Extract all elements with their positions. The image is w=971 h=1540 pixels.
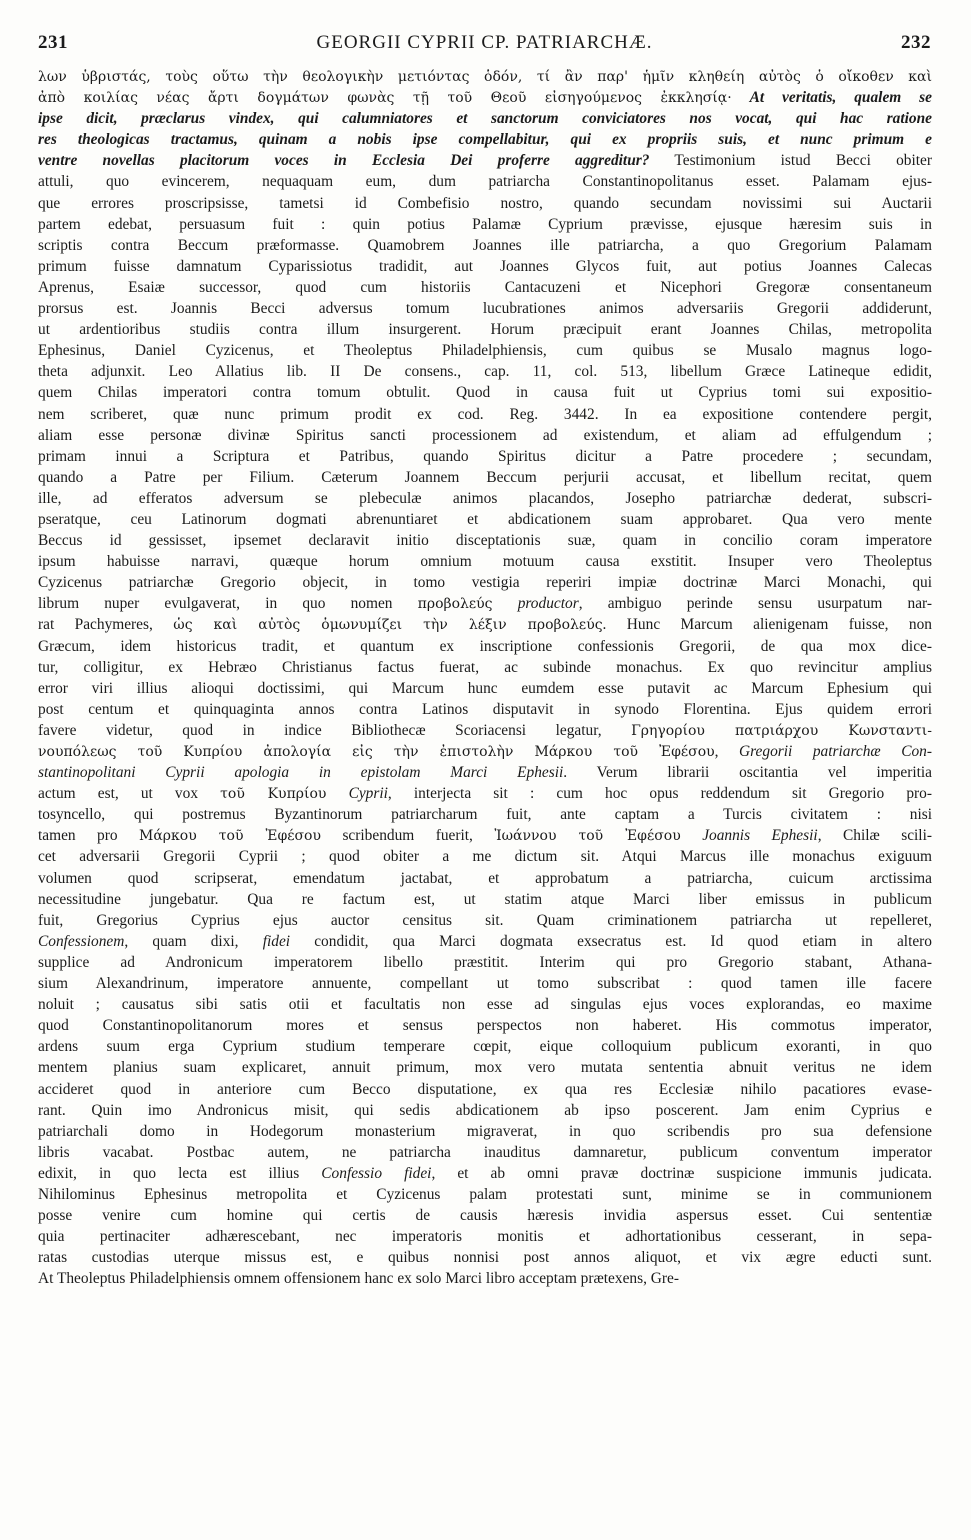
text-line bbox=[38, 446, 932, 467]
italic-text: At veritatis, qualem se bbox=[749, 89, 932, 107]
text-line bbox=[38, 66, 932, 87]
text-run: error viri illius alioqui doctissimi, qui Marcum hunc eumdem esse putavit ac Marcum Ephesium qui bbox=[38, 679, 932, 697]
text-line bbox=[38, 994, 932, 1015]
running-title: GEORGII CYPRII CP. PATRIARCHÆ. bbox=[316, 32, 653, 53]
text-run: post centum et quinquaginta annos contra Latinos disputavit in synodo Florentina. Ejus quidem errori bbox=[38, 700, 932, 718]
text-run: mentem planius suam explicaret, annuit primum, mox vero mutata sententia abnuit veritus ne idem bbox=[38, 1059, 932, 1077]
text-run: . Hunc Marcum alienigenam fuisse, non bbox=[602, 616, 932, 634]
text-line bbox=[38, 1226, 932, 1247]
text-run: supplice ad Andronicum imperatorem libello præstitit. Interim qui pro Gregorio stabant, Athana- bbox=[38, 953, 932, 971]
text-run: , et ab omni pravæ doctrinæ suspicione immunis judicata. bbox=[431, 1164, 932, 1182]
text-line bbox=[38, 678, 932, 699]
text-run: primum fuisse damnatum Cyparissiotus tradidit, aut Joannes Glycos fuit, aut potius Joannes Calecas bbox=[38, 257, 932, 275]
greek-text: ἀπὸ κοιλίας νέας ἄρτι δογμάτων φωνὰς τῇ τοῦ Θεοῦ εἰσηγούμενος ἐκκλησίᾳ· bbox=[38, 90, 732, 107]
text-run: condidit, qua Marci dogmata exsecratus est. Id quod etiam in altero bbox=[290, 932, 932, 950]
text-run: volumen quod scripserat, emendatum jactabat, et approbatum a patriarcha, cuicum arctissima bbox=[38, 869, 932, 887]
text-line bbox=[38, 1268, 932, 1289]
text-line bbox=[38, 150, 932, 171]
text-line bbox=[38, 171, 932, 192]
text-line bbox=[38, 1184, 932, 1205]
text-line bbox=[38, 277, 932, 298]
text-run: Nihilominus Ephesinus metropolita et Cyzicenus palam protestati sunt, minime se in communionem bbox=[38, 1185, 932, 1203]
text-run: pseratque, ceu Latinorum dogmati abrenuntiaret et abdicationem suam approbaret. Qua vero mente bbox=[38, 510, 932, 528]
text-run: ut ardentioribus studiis contra illum insurgerent. Horum præcipuit erant Joannes Chilas, metropolita bbox=[38, 321, 932, 339]
text-run: aliam esse personæ divinæ Spiritus sancti processionem ad existendum, et aliam ad effulgendum ; bbox=[38, 426, 932, 444]
greek-text: λων ὑβριστάς, τοὺς οὕτω τὴν θεολογικὴν μετιόντας ὁδόν, τί ἂν παρ' ἡμῖν κληθείη αὐτὸς ὁ οἴκοθεν καὶ bbox=[38, 69, 932, 85]
text-line bbox=[38, 1057, 932, 1078]
text-run: quem Chilas imperatori contra tomum obtulit. Quod in causa fuit ut Cyprius tomi sui expositio- bbox=[38, 384, 932, 402]
text-run: que errores proscripsisse, tametsi id Combefisio nostro, quando secundam novissimi sui Auctarii bbox=[38, 194, 932, 212]
text-run: libris vacabat. Postbac autem, ne patriarcha inauditus damnaretur, publicum conventum imperator bbox=[38, 1143, 932, 1161]
text-run: librum nuper evulgaverat, in quo nomen bbox=[38, 595, 418, 613]
italic-text: fidei bbox=[262, 932, 291, 950]
text-run bbox=[326, 785, 348, 802]
text-run: Græcum, idem historicus tradit, et quantum ex inscriptione confessionis Gregorii, de qua mox dice- bbox=[38, 637, 932, 655]
text-run: Testimonium istud Becci obiter bbox=[649, 152, 932, 170]
text-run: quia pertinaciter adhærescebant, nec imperatoris monitis et adhortationibus cesserant, in sepa- bbox=[38, 1228, 932, 1246]
text-line bbox=[38, 425, 932, 446]
text-line bbox=[38, 1079, 932, 1100]
text-run: actum est, ut vox bbox=[38, 785, 221, 803]
text-run bbox=[493, 595, 518, 612]
page-number-right: 232 bbox=[901, 32, 931, 53]
text-run: . Verum librarii oscitantia vel imperitia bbox=[563, 764, 932, 782]
text-line bbox=[38, 593, 932, 614]
italic-text: Confessio fidei bbox=[321, 1164, 432, 1182]
greek-text: νουπόλεως τοῦ Κυπρίου ἀπολογία εἰς τὴν ἐπιστολὴν Μάρκου τοῦ Ἐφέσου bbox=[38, 744, 715, 760]
text-line bbox=[38, 108, 932, 129]
text-line bbox=[38, 382, 932, 403]
text-run: At Theoleptus Philadelphiensis omnem offensionem hanc ex solo Marci libro acceptam prætexens, Gre- bbox=[38, 1270, 679, 1288]
text-line bbox=[38, 298, 932, 319]
text-run bbox=[681, 827, 702, 844]
text-run: partem edebat, persuasum fuit : quin potius Palamæ Cyprium prævisse, ejusque hæresim suis in bbox=[38, 215, 932, 233]
italic-text: Gregorii patriarchæ Con- bbox=[739, 743, 932, 760]
italic-text: productor bbox=[517, 595, 579, 613]
text-line bbox=[38, 636, 932, 657]
italic-text: Cyprii bbox=[348, 785, 388, 803]
text-run: Beccus id gessisset, ipsemet declaravit initio disceptationis suæ, quam in concilio coram imperatore bbox=[38, 532, 932, 550]
text-run: attuli, quo evincerem, nequaquam eum, dum patriarcha Constantinopolitanus esset. Palamam ejus- bbox=[38, 173, 932, 191]
text-run bbox=[732, 89, 750, 106]
greek-text: Ἰωάννου τοῦ Ἐφέσου bbox=[494, 828, 681, 845]
text-line bbox=[38, 889, 932, 910]
greek-text: Γρηγορίου πατριάρχου Κωνσταντι- bbox=[631, 722, 932, 739]
text-line bbox=[38, 404, 932, 425]
text-line bbox=[38, 1121, 932, 1142]
text-line bbox=[38, 1205, 932, 1226]
text-line bbox=[38, 1015, 932, 1036]
text-run: primam innui a Scriptura et Patribus, quando Spiritus dicitur a Patre procedere ; secundam, bbox=[38, 447, 932, 465]
text-line bbox=[38, 1100, 932, 1121]
text-line bbox=[38, 973, 932, 994]
italic-text: ventre novellas placitorum voces in Ecclesia Dei proferre aggreditur? bbox=[38, 152, 650, 170]
text-run: tosyncello, qui postremus Byzantinorum patriarcharum fuit, ante captam a Turcis civitatem : nisi bbox=[38, 806, 932, 824]
text-run: prorsus est. Joannis Becci adversus tomum lucubrationes animos adversariis Gregorii addiderunt, bbox=[38, 300, 932, 318]
text-line bbox=[38, 530, 932, 551]
text-run: ipsum habuisse narravi, quæque horum omnium motuum causa exstitit. Insuper vero Theoleptus bbox=[38, 553, 932, 571]
text-run: tur, colligitur, ex Hebræo Christianus factus fuerat, ac subinde monachus. Ex quo revincitur amplius bbox=[38, 658, 932, 676]
text-line bbox=[38, 488, 932, 509]
greek-text: προβολεύς bbox=[417, 596, 493, 613]
italic-text: stantinopolitani Cyprii apologia in epistolam Marci Ephesii bbox=[38, 764, 564, 782]
text-line bbox=[38, 509, 932, 530]
text-line bbox=[38, 910, 932, 931]
text-run: Ephesinus, Daniel Cyzicenus, et Theoleptus Philadelphiensis, cum quibus se Musalo magnus logo- bbox=[38, 342, 932, 360]
text-line bbox=[38, 1163, 932, 1184]
text-line bbox=[38, 931, 932, 952]
italic-text: ipse dicit, præclarus vindex, qui calumniatores et sanctorum conviciatores nos vocat, qui hac ratione bbox=[38, 110, 932, 128]
greek-text: Μάρκου τοῦ Ἐφέσου bbox=[139, 828, 321, 845]
page-number-left: 231 bbox=[38, 32, 68, 53]
text-run: rant. Quin imo Andronicus misit, qui sedis abdicationem ab ipso poscerent. Jam enim Cyprius e bbox=[38, 1101, 932, 1119]
text-run: accideret quod in anteriore cum Becco disputatione, ex qua res Ecclesiæ nihilo pacatiores evase- bbox=[38, 1080, 932, 1098]
text-line bbox=[38, 572, 932, 593]
text-run: rat Pachymeres, bbox=[38, 616, 174, 634]
text-line bbox=[38, 699, 932, 720]
text-line bbox=[38, 804, 932, 825]
text-run: ratas custodias uterque missus est, e quibus nonnisi post annos aliquot, et vix ægre educti sunt. bbox=[38, 1249, 932, 1267]
text-run: favere videtur, quod in indice Bibliothecæ Scoriacensi legatur, bbox=[38, 721, 632, 739]
text-run: sium Alexandrinum, imperatore annuente, compellant ut tomo subscribat : quod tamen ille facere bbox=[38, 975, 932, 993]
text-run: , bbox=[714, 743, 740, 760]
italic-text: Confessionem bbox=[38, 932, 125, 950]
text-line bbox=[38, 846, 932, 867]
text-run: Cyzicenus patriarchæ Gregorio objecit, in tomo vestigia reperiri impiæ doctrinæ Marci Monachi, qui bbox=[38, 574, 932, 592]
text-line bbox=[38, 825, 932, 846]
text-run: , Chilæ scili- bbox=[817, 827, 932, 845]
text-run: quando a Patre per Filium. Cæterum Joannem Beccum perjurii accusat, et libellum recitat, quem bbox=[38, 468, 932, 486]
text-line bbox=[38, 214, 932, 235]
text-line bbox=[38, 256, 932, 277]
text-line bbox=[38, 467, 932, 488]
text-run: , ambiguo perinde sensu usurpatum nar- bbox=[578, 595, 932, 613]
text-run: cet adversarii Gregorii Cyprii ; quod obiter a me dictum sit. Atqui Marcus ille monachus exiguum bbox=[38, 848, 932, 866]
text-run: scriptis contra Beccum præformasse. Quamobrem Joannes ille patriarcha, a quo Gregorium Palamam bbox=[38, 236, 932, 254]
text-run: necessitudine jungebatur. Qua re factum est, ut statim atque Marci liber emissus in publicum bbox=[38, 890, 932, 908]
text-run: theta adjunxit. Leo Allatius lib. II De consens., cap. 11, col. 513, libellum Græce Latineque edidit, bbox=[38, 363, 932, 381]
text-run: nem scriberet, quæ nunc primum prodit ex cod. Reg. 3442. In ea expositione contendere pergit, bbox=[38, 405, 932, 423]
text-run: , quam dixi, bbox=[124, 932, 263, 950]
text-run: quod Constantinopolitanorum mores et sensus perspectos non haberet. His commotus imperator, bbox=[38, 1017, 932, 1035]
body-text bbox=[38, 66, 932, 1289]
italic-text: Joannis Ephesii bbox=[702, 827, 818, 845]
text-line bbox=[38, 129, 932, 150]
text-run: posse venire cum homine qui certis de causis hæresis invidia aspersus esset. Cui sententiæ bbox=[38, 1207, 932, 1225]
text-run: fuit, Gregorius Cyprius ejus auctor censitus sit. Quam criminationem patriarcha ut repelleret, bbox=[38, 911, 932, 929]
text-line bbox=[38, 319, 932, 340]
greek-text: ὡς καὶ αὐτὸς ὁμωνυμίζει τὴν λέξιν προβολεύς bbox=[173, 617, 603, 634]
text-line bbox=[38, 193, 932, 214]
text-line bbox=[38, 762, 932, 783]
text-run: ille, ad efferatos adversum se plebeculæ animos placandos, Josepho patriarchæ dederat, subscri- bbox=[38, 489, 932, 507]
text-run: Aprenus, Esaiæ successor, quod cum historiis Cantacuzeni et Nicephori Gregoræ consentaneum bbox=[38, 278, 932, 296]
greek-text: τοῦ Κυπρίου bbox=[220, 786, 327, 803]
text-run: tamen pro bbox=[38, 827, 140, 845]
italic-text: res theologicas tractamus, quinam a nobis ipse compellabitur, qui ex propriis suis, et nunc primum e bbox=[38, 131, 932, 149]
text-line bbox=[38, 1247, 932, 1268]
text-line bbox=[38, 783, 932, 804]
text-line bbox=[38, 1142, 932, 1163]
text-line bbox=[38, 952, 932, 973]
text-line bbox=[38, 235, 932, 256]
text-line bbox=[38, 87, 932, 108]
text-line bbox=[38, 340, 932, 361]
running-head bbox=[38, 32, 931, 60]
text-line bbox=[38, 720, 932, 741]
text-run: , interjecta sit : cum hoc opus reddendum sit Gregorio pro- bbox=[387, 785, 932, 803]
text-line bbox=[38, 1036, 932, 1057]
text-run: edixit, in quo lecta est illius bbox=[38, 1164, 322, 1182]
text-line bbox=[38, 657, 932, 678]
text-run: noluit ; causatus sibi satis otii et facultatis non esse ad singulas ejus voces explorandas, eo maxime bbox=[38, 996, 932, 1014]
text-line bbox=[38, 868, 932, 889]
text-line bbox=[38, 614, 932, 635]
text-run: ardens suum erga Cyprium studium temperare cœpit, eique colloquium publicum exoranti, in quo bbox=[38, 1038, 932, 1056]
text-run: scribendum fuerit, bbox=[321, 827, 495, 845]
text-line bbox=[38, 741, 932, 762]
text-run: patriarchali domo in Hodegorum monasterium migraverat, in quo scribendis pro sua defensione bbox=[38, 1122, 932, 1140]
text-line bbox=[38, 551, 932, 572]
text-line bbox=[38, 361, 932, 382]
